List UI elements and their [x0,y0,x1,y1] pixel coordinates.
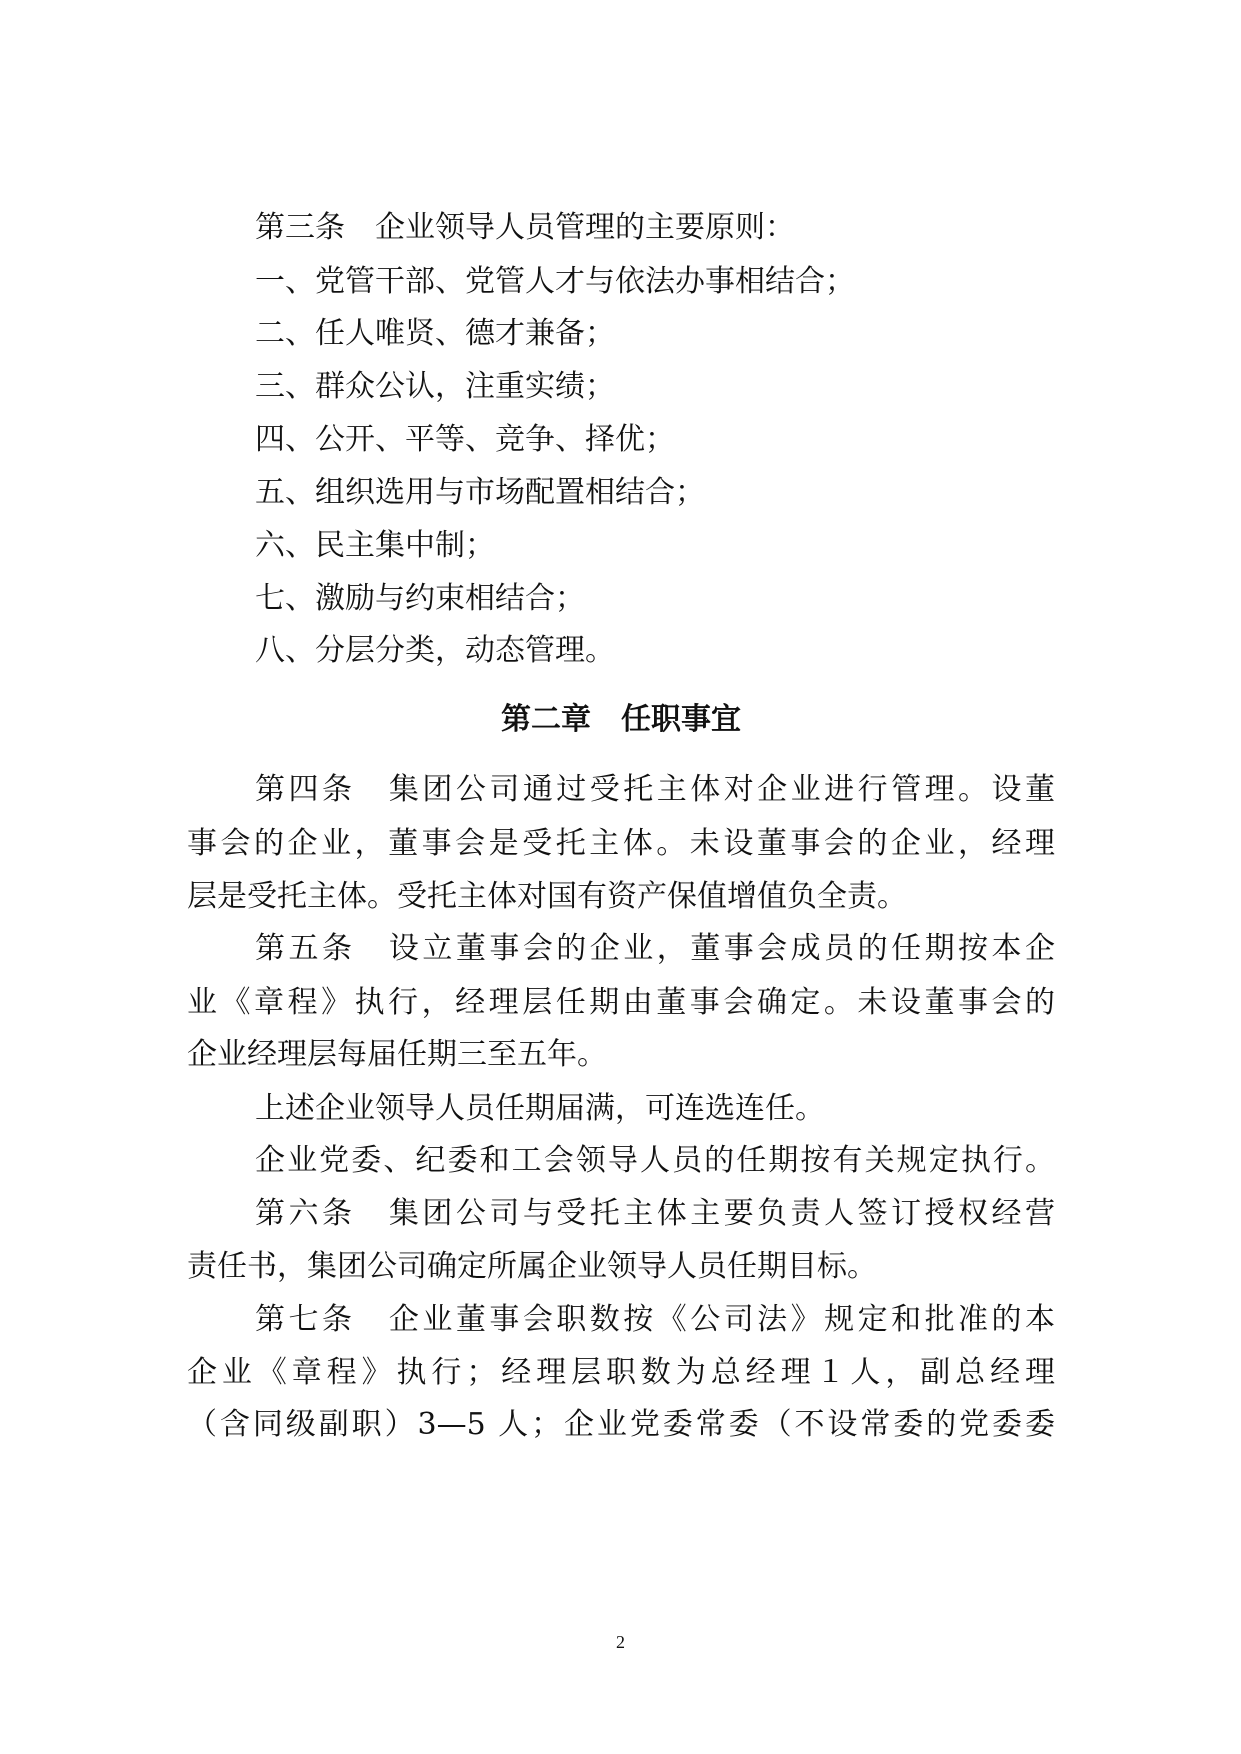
article-7-line-1: 第七条 企业董事会职数按《公司法》规定和批准的本 [255,1302,1055,1337]
article-6-line-1: 第六条 集团公司与受托主体主要负责人签订授权经营 [255,1196,1055,1231]
page-number: 2 [616,1632,625,1652]
principle-3: 三、群众公认，注重实绩； [255,369,615,404]
article-7-line-3: （含同级副职）3—5 人；企业党委常委（不设常委的党委委 [187,1407,1055,1442]
article-5-line-1: 第五条 设立董事会的企业，董事会成员的任期按本企 [255,931,1055,966]
principle-6: 六、民主集中制； [255,528,495,563]
principle-7: 七、激励与约束相结合； [255,581,585,616]
article-4-line-3: 层是受托主体。受托主体对国有资产保值增值负全责。 [187,879,907,914]
principle-1: 一、党管干部、党管人才与依法办事相结合； [255,264,855,299]
article-4-line-1: 第四条 集团公司通过受托主体对企业进行管理。设董 [255,772,1055,807]
article-3-heading: 第三条 企业领导人员管理的主要原则： [255,210,795,245]
principle-8: 八、分层分类，动态管理。 [255,633,615,668]
article-7-line-2: 企业《章程》执行；经理层职数为总经理１人，副总经理 [187,1355,1055,1390]
principle-5: 五、组织选用与市场配置相结合； [255,475,705,510]
principle-4: 四、公开、平等、竞争、择优； [255,422,675,457]
article-5-line-2: 业《章程》执行，经理层任期由董事会确定。未设董事会的 [187,985,1055,1020]
article-6-line-2: 责任书，集团公司确定所属企业领导人员任期目标。 [187,1249,877,1284]
party-term-paragraph: 企业党委、纪委和工会领导人员的任期按有关规定执行。 [255,1143,1055,1178]
article-4-line-2: 事会的企业，董事会是受托主体。未设董事会的企业，经理 [187,826,1055,861]
reelection-paragraph: 上述企业领导人员任期届满，可连选连任。 [255,1091,825,1126]
chapter-title: 第二章 任职事宜 [501,702,741,737]
article-5-line-3: 企业经理层每届任期三至五年。 [187,1037,607,1072]
principle-2: 二、任人唯贤、德才兼备； [255,316,615,351]
